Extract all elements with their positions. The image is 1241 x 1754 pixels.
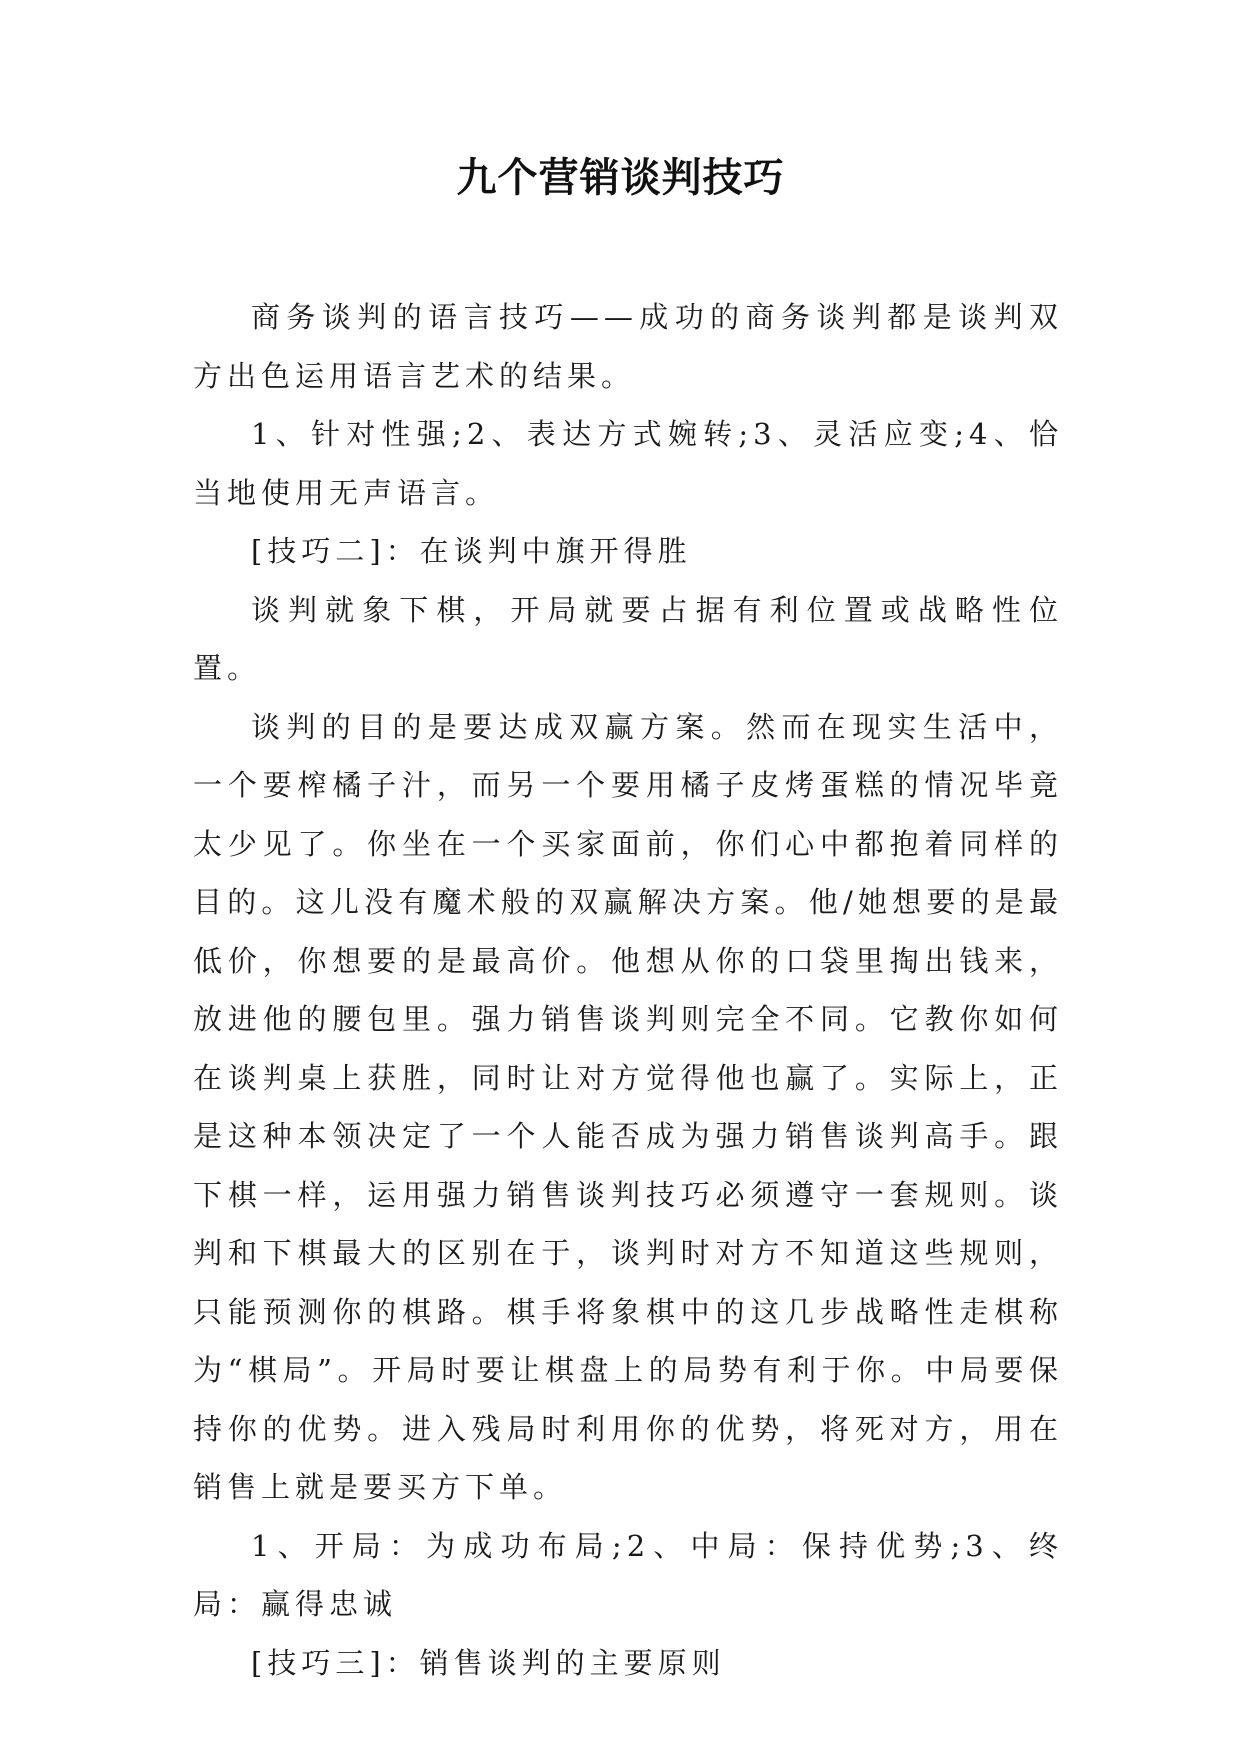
paragraph-intro: 商务谈判的语言技巧——成功的商务谈判都是谈判双方出色运用语言艺术的结果。 [193,300,1063,393]
document-body [193,288,1063,1692]
section-heading-tip-3: [技巧三]：销售谈判的主要原则 [251,1645,726,1680]
paragraph-win-win: 谈判的目的是要达成双赢方案。然而在现实生活中，一个要榨橘子汁，而另一个要用橘子皮烤蛋糕的情况毕竟太少见了。你坐在一个买家面前，你们心中都抱着同样的目的。这儿没有魔术般的双赢解决方案。他/她想要的是最低价，你想要的是最高价。他想从你的口袋里掏出钱来，放进他的腰包里。强力销售谈判则完全不同。它教你如何在谈判桌上获胜，同时让对方觉得他也赢了。实际上，正是这种本领决定了一个人能否成为强力销售谈判高手。跟下棋一样，运用强力销售谈判技巧必须遵守一套规则。谈判和下棋最大的区别在于，谈判时对方不知道这些规则，只能预测你的棋路。棋手将象棋中的这几步战略性走棋称为“棋局”。开局时要让棋盘上的局势有利于你。中局要保持你的优势。进入残局时利用你的优势，将死对方，用在销售上就是要买方下单。 [193,709,1063,1504]
paragraph-language-points: 1、针对性强;2、表达方式婉转;3、灵活应变;4、恰当地使用无声语言。 [193,417,1063,510]
paragraph-game-stages: 1、开局：为成功布局;2、中局：保持优势;3、终局：赢得忠诚 [193,1528,1063,1621]
paragraph-chess-analogy: 谈判就象下棋，开局就要占据有利位置或战略性位置。 [193,592,1063,685]
section-heading-tip-2: [技巧二]：在谈判中旗开得胜 [251,534,692,568]
page-title: 九个营销谈判技巧 [456,155,785,201]
